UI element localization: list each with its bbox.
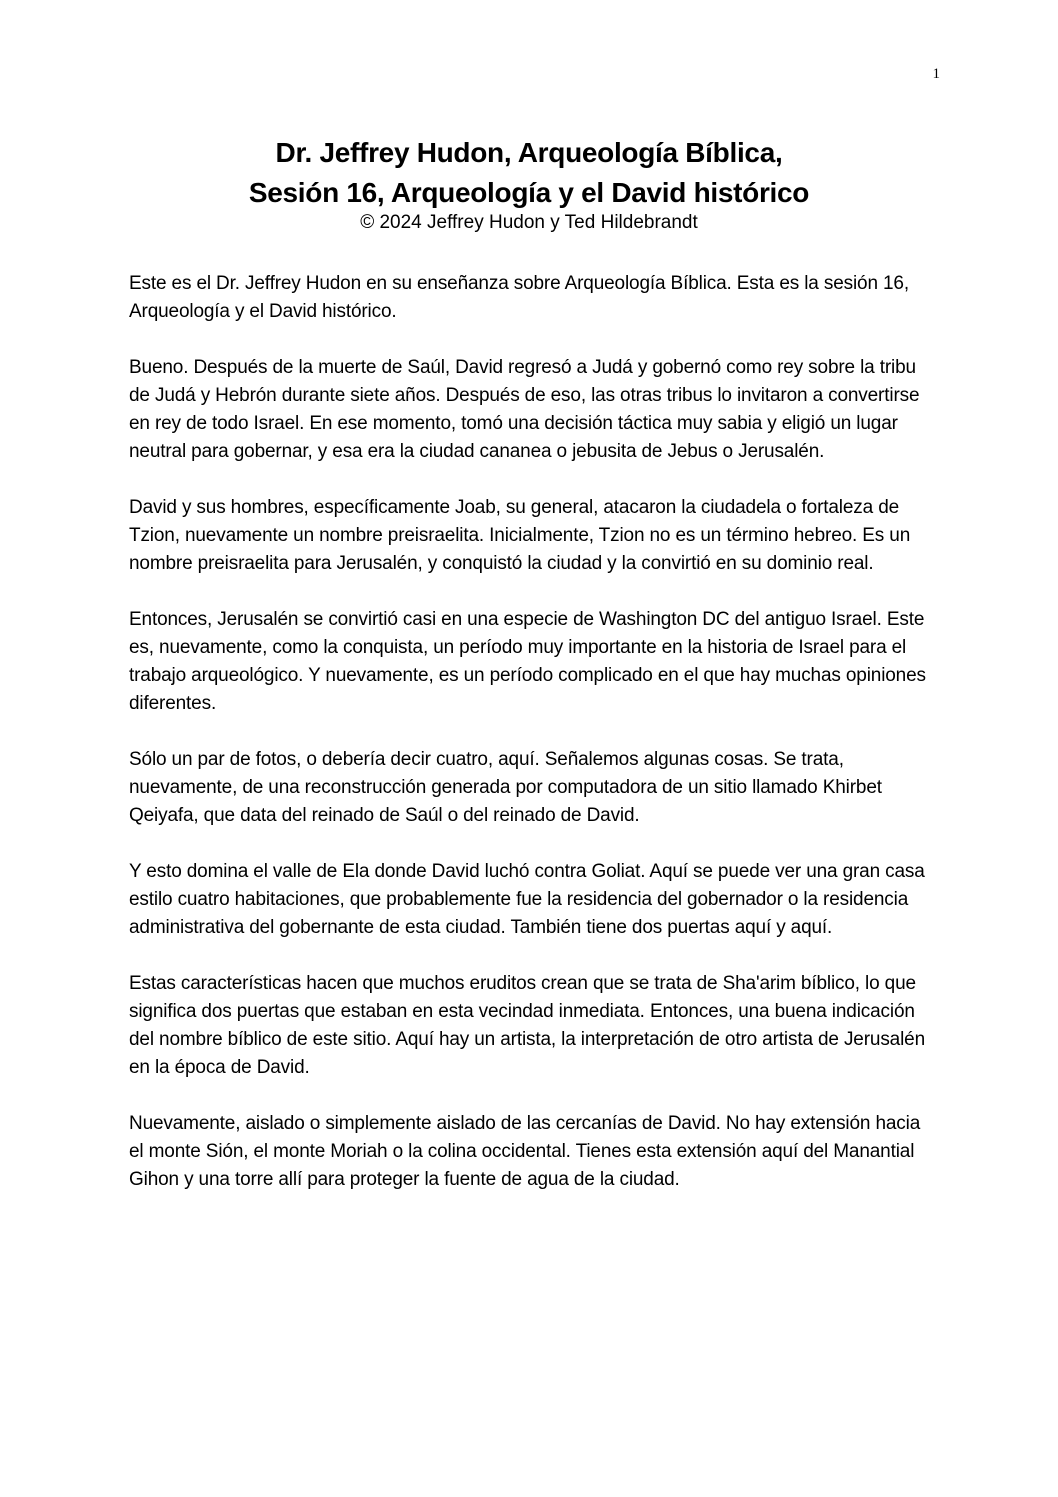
paragraph: Este es el Dr. Jeffrey Hudon en su enseñanza sobre Arqueología Bíblica. Esta es la sesión 16, Arqueología y el David histórico.	[129, 273, 909, 322]
paragraph: Bueno. Después de la muerte de Saúl, David regresó a Judá y gobernó como rey sobre la tribu de Judá y Hebrón durante siete años. Después de eso, las otras tribus lo invitaron a convertirse en rey de todo Israel. En ese momento, tomó una decisión táctica muy sabia y eligió un lugar neutral para gobernar, y esa era la ciudad cananea o jebusita de Jebus o Jerusalén.	[129, 357, 920, 462]
copyright-notice: © 2024 Jeffrey Hudon y Ted Hildebrandt	[360, 212, 698, 233]
paragraph: David y sus hombres, específicamente Joab, su general, atacaron la ciudadela o fortaleza de Tzion, nuevamente un nombre preisraelita. Inicialmente, Tzion no es un término hebreo. Es un nombre preisraelita para Jerusalén, y conquistó la ciudad y la convirtió en su dominio real.	[129, 497, 911, 574]
title-line-1: Dr. Jeffrey Hudon, Arqueología Bíblica,	[275, 137, 783, 168]
paragraph: Entonces, Jerusalén se convirtió casi en una especie de Washington DC del antiguo Israel. Este es, nuevamente, como la conquista, un período muy importante en la historia de Israel para el trabajo arqueológico. Y nuevamente, es un período complicado en el que hay muchas opiniones diferentes.	[129, 609, 926, 714]
title-line-2: Sesión 16, Arqueología y el David histórico	[248, 177, 810, 208]
paragraph: Y esto domina el valle de Ela donde David luchó contra Goliat. Aquí se puede ver una gran casa estilo cuatro habitaciones, que probablemente fue la residencia del gobernador o la residencia administrativa del gobernante de esta ciudad. También tiene dos puertas aquí y aquí.	[129, 861, 925, 938]
page-number: 1	[932, 66, 940, 82]
paragraph: Sólo un par de fotos, o debería decir cuatro, aquí. Señalemos algunas cosas. Se trata, nuevamente, de una reconstrucción generada por computadora de un sitio llamado Khirbet Qeiyafa, que data del reinado de Saúl o del reinado de David.	[129, 749, 882, 826]
document-body	[129, 270, 929, 1222]
paragraph: Nuevamente, aislado o simplemente aislado de las cercanías de David. No hay extensión hacia el monte Sión, el monte Moriah o la colina occidental. Tienes esta extensión aquí del Manantial Gihon y una torre allí para proteger la fuente de agua de la ciudad.	[129, 1113, 921, 1190]
document-header	[0, 133, 1058, 236]
paragraph: Estas características hacen que muchos eruditos crean que se trata de Sha'arim bíblico, lo que significa dos puertas que estaban en esta vecindad inmediata. Entonces, una buena indicación del nombre bíblico de este sitio. Aquí hay un artista, la interpretación de otro artista de Jerusalén en la época de David.	[129, 973, 925, 1078]
